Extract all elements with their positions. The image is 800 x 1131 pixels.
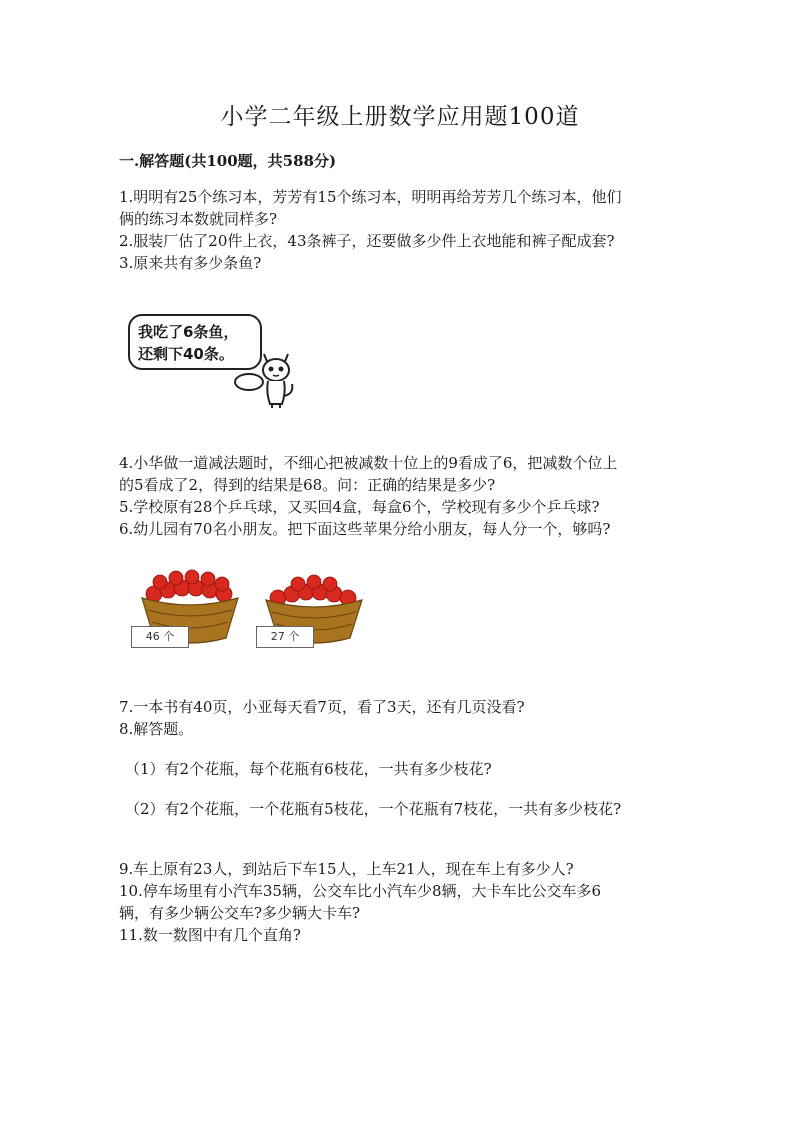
question-8-part-2: （2）有2个花瓶，一个花瓶有5枝花，一个花瓶有7枝花，一共有多少枝花? <box>125 800 622 818</box>
question-10-line-2: 辆，有多少辆公交车?多少辆大卡车? <box>119 904 361 922</box>
question-5: 5.学校原有28个乒乓球，又买回4盒，每盒6个，学校现有多少个乒乓球? <box>119 498 600 516</box>
question-6: 6.幼儿园有70名小朋友。把下面这些苹果分给小朋友，每人分一个，够吗? <box>119 520 611 538</box>
basket-1-label: 46 个 <box>131 626 189 648</box>
question-1-line-1: 1.明明有25个练习本，芳芳有15个练习本，明明再给芳芳几个练习本，他们 <box>119 188 622 206</box>
question-11: 11.数一数图中有几个直角? <box>119 926 301 944</box>
speech-line-2: 还剩下40条。 <box>138 345 234 363</box>
question-4-line-2: 的5看成了2，得到的结果是68。问：正确的结果是多少? <box>119 476 496 494</box>
question-1-line-2: 俩的练习本数就同样多? <box>119 210 278 228</box>
question-3: 3.原来共有多少条鱼? <box>119 254 262 272</box>
question-8-part-1: （1）有2个花瓶，每个花瓶有6枝花，一共有多少枝花? <box>125 760 492 778</box>
question-7: 7.一本书有40页，小亚每天看7页，看了3天，还有几页没看? <box>119 698 525 716</box>
question-4-line-1: 4.小华做一道减法题时，不细心把被减数十位上的9看成了6，把减数个位上 <box>119 454 618 472</box>
question-9: 9.车上原有23人，到站后下车15人，上车21人，现在车上有多少人? <box>119 860 574 878</box>
basket-2-label: 27 个 <box>256 626 314 648</box>
speech-line-1: 我吃了6条鱼， <box>138 323 239 341</box>
question-10-line-1: 10.停车场里有小汽车35辆，公交车比小汽车少8辆，大卡车比公交车多6 <box>119 882 602 900</box>
question-8: 8.解答题。 <box>119 720 194 738</box>
cat-icon <box>258 348 298 410</box>
speech-bubble <box>128 314 262 370</box>
section-heading: 一.解答题(共100题，共588分) <box>119 152 337 170</box>
page-title: 小学二年级上册数学应用题100道 <box>220 104 580 130</box>
question-2: 2.服装厂估了20件上衣，43条裤子，还要做多少件上衣地能和裤子配成套? <box>119 232 615 250</box>
